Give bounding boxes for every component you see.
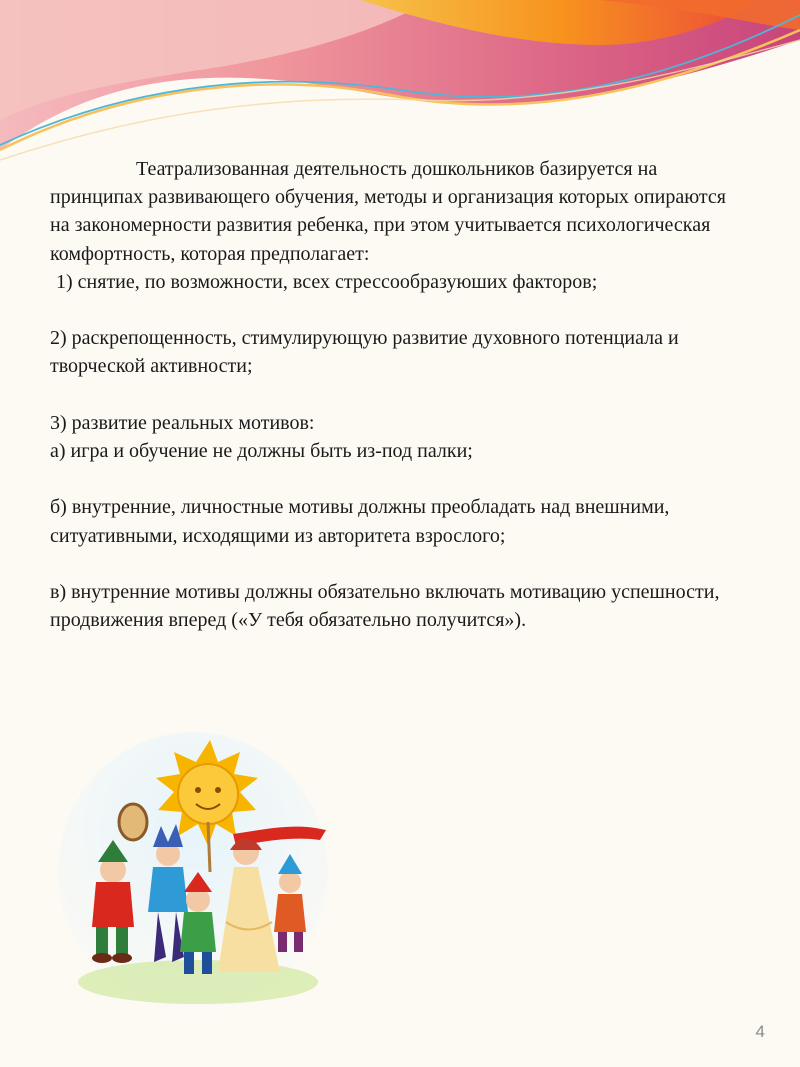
- list-item-3: 3) развитие реальных мотивов:: [50, 411, 315, 434]
- list-item-1: 1) снятие, по возможности, всех стрессообразуюших факторов;: [56, 270, 598, 293]
- list-item-2: 2) раскрепощенность, стимулирующую развитие духовного потенциала и творческой активности;: [50, 327, 679, 378]
- paragraph-spacer: [50, 296, 750, 324]
- list-item-3c: в) внутренние мотивы должны обязательно включать мотивацию успешности, продвижения вперед («У тебя обязательно получится»).: [50, 580, 720, 632]
- intro-paragraph: Театрализованная деятельность дошкольников базируется на принципах развивающего обучения, методы и организация которых опираются на закономерности развития ребенка, при этом учитывается психологическая комфортность, которая предполагает:: [50, 158, 726, 265]
- children-dancing-around-sun-illustration: [58, 722, 333, 1012]
- list-item-3a: а) игра и обучение не должны быть из-под палки;: [50, 440, 473, 462]
- wave-banner-decoration: [0, 0, 800, 170]
- paragraph-spacer: [50, 381, 750, 409]
- page-number: 4: [755, 1022, 765, 1041]
- slide-body-text: [50, 155, 750, 634]
- paragraph-spacer: [50, 550, 750, 578]
- list-item-3b: б) внутренние, личностные мотивы должны преобладать над внешними, ситуативными, исходящими из авторитета взрослого;: [50, 496, 670, 547]
- paragraph-spacer: [50, 465, 750, 493]
